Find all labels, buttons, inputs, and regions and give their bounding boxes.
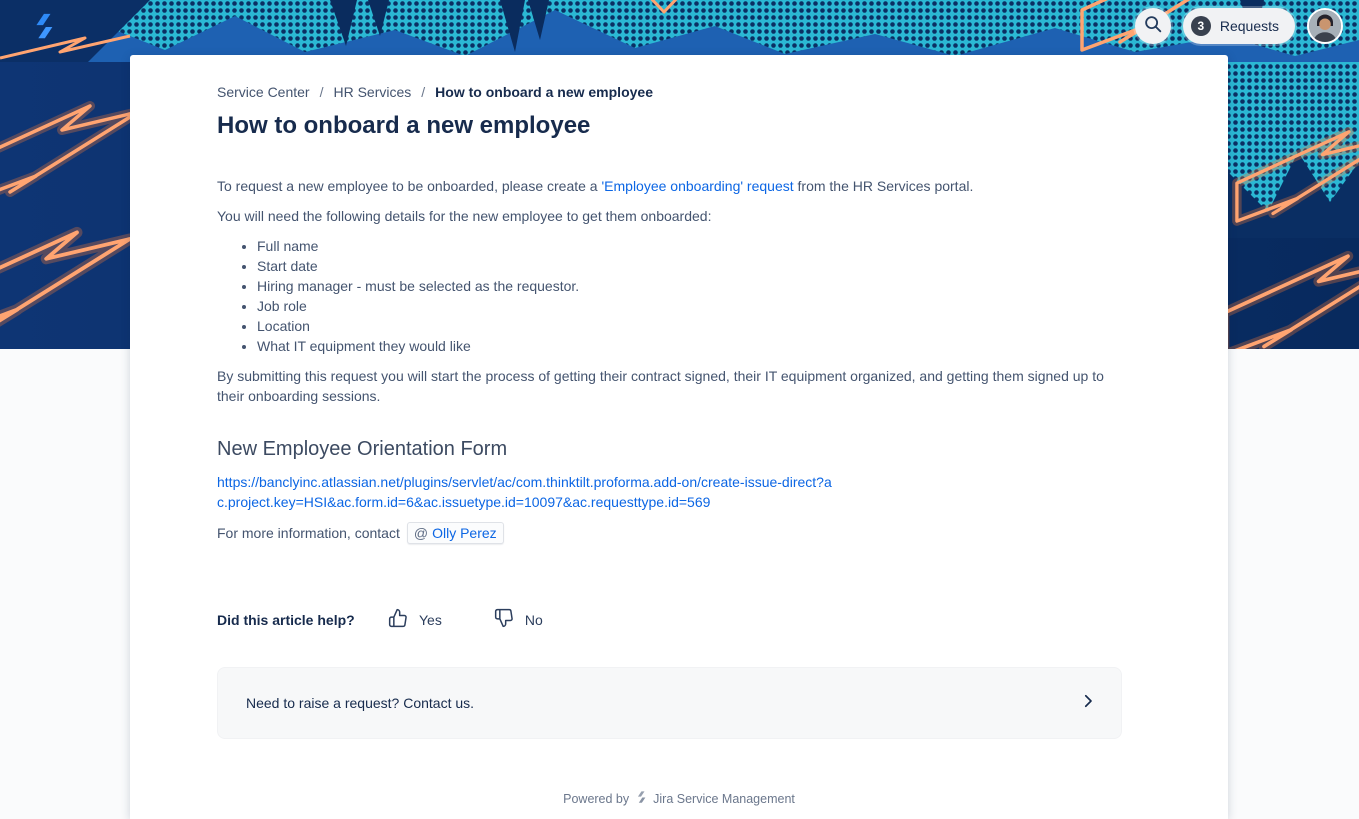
list-item: • Full name xyxy=(257,236,1122,256)
contact-line xyxy=(217,522,1122,544)
thumbs-up-icon xyxy=(388,608,408,631)
top-header xyxy=(0,0,1359,52)
closing-paragraph: By submitting this request you will start the process of getting their contract signed, their IT equipment organized, and getting them signed up to their onboarding sessions. xyxy=(217,368,1104,404)
feedback-no-button[interactable] xyxy=(494,608,543,631)
feedback-row xyxy=(217,608,1122,631)
breadcrumb-separator: / xyxy=(319,84,324,100)
contact-text: For more information, contact xyxy=(217,525,400,541)
raise-request-text: Need to raise a request? Contact us. xyxy=(246,695,475,711)
powered-by-text: Powered by xyxy=(563,791,630,806)
breadcrumb xyxy=(217,82,1122,102)
intro-text-suffix: from the HR Services portal. xyxy=(793,178,974,194)
app-logo-bolt-icon[interactable] xyxy=(28,11,58,41)
list-item: • Hiring manager - must be selected as the requestor. xyxy=(257,276,1122,296)
breadcrumb-service-center[interactable]: Service Center xyxy=(217,84,310,100)
feedback-yes-button[interactable] xyxy=(388,608,442,631)
breadcrumb-current: How to onboard a new employee xyxy=(435,84,653,100)
employee-onboarding-request-link[interactable]: 'Employee onboarding' request xyxy=(601,178,794,194)
mention-chip[interactable] xyxy=(407,522,504,544)
chevron-right-icon xyxy=(1079,692,1097,715)
search-icon xyxy=(1142,13,1164,40)
list-item: • Start date xyxy=(257,256,1122,276)
details-list xyxy=(217,236,1122,356)
jsm-bolt-icon xyxy=(634,790,648,807)
list-item: • Job role xyxy=(257,296,1122,316)
form-heading: New Employee Orientation Form xyxy=(217,438,508,460)
breadcrumb-separator: / xyxy=(421,84,426,100)
thumbs-down-icon xyxy=(494,608,514,631)
intro-text-prefix: To request a new employee to be onboarded, please create a xyxy=(217,178,602,194)
mention-name: Olly Perez xyxy=(432,525,497,541)
details-intro: You will need the following details for the new employee to get them onboarded: xyxy=(217,208,712,224)
article-card xyxy=(130,55,1228,819)
orientation-form-url-link[interactable]: https://banclyinc.atlassian.net/plugins/servlet/ac/com.thinktilt.proforma.add-on/create-issue-direct?ac.project.key=HSI&ac.form.id=6&ac.issuetype.id=10097&ac.requesttype.id=569 xyxy=(217,474,832,510)
intro-paragraph xyxy=(217,176,1122,196)
powered-by-footer xyxy=(130,790,1228,807)
breadcrumb-hr-services[interactable]: HR Services xyxy=(333,84,412,100)
feedback-no-label: No xyxy=(524,611,543,628)
raise-request-card[interactable] xyxy=(217,667,1122,739)
user-avatar[interactable] xyxy=(1307,8,1343,44)
feedback-yes-label: Yes xyxy=(419,611,442,628)
list-item: • Location xyxy=(257,316,1122,336)
requests-label: Requests xyxy=(1219,18,1279,34)
requests-count-badge: 3 xyxy=(1191,16,1211,36)
requests-button[interactable] xyxy=(1183,8,1295,44)
feedback-question: Did this article help? xyxy=(217,611,355,628)
product-name-text: Jira Service Management xyxy=(653,791,795,806)
mention-at-icon: @ xyxy=(413,525,429,541)
list-item: • What IT equipment they would like xyxy=(257,336,1122,356)
page-title: How to onboard a new employee xyxy=(217,112,591,139)
search-button[interactable] xyxy=(1135,8,1171,44)
